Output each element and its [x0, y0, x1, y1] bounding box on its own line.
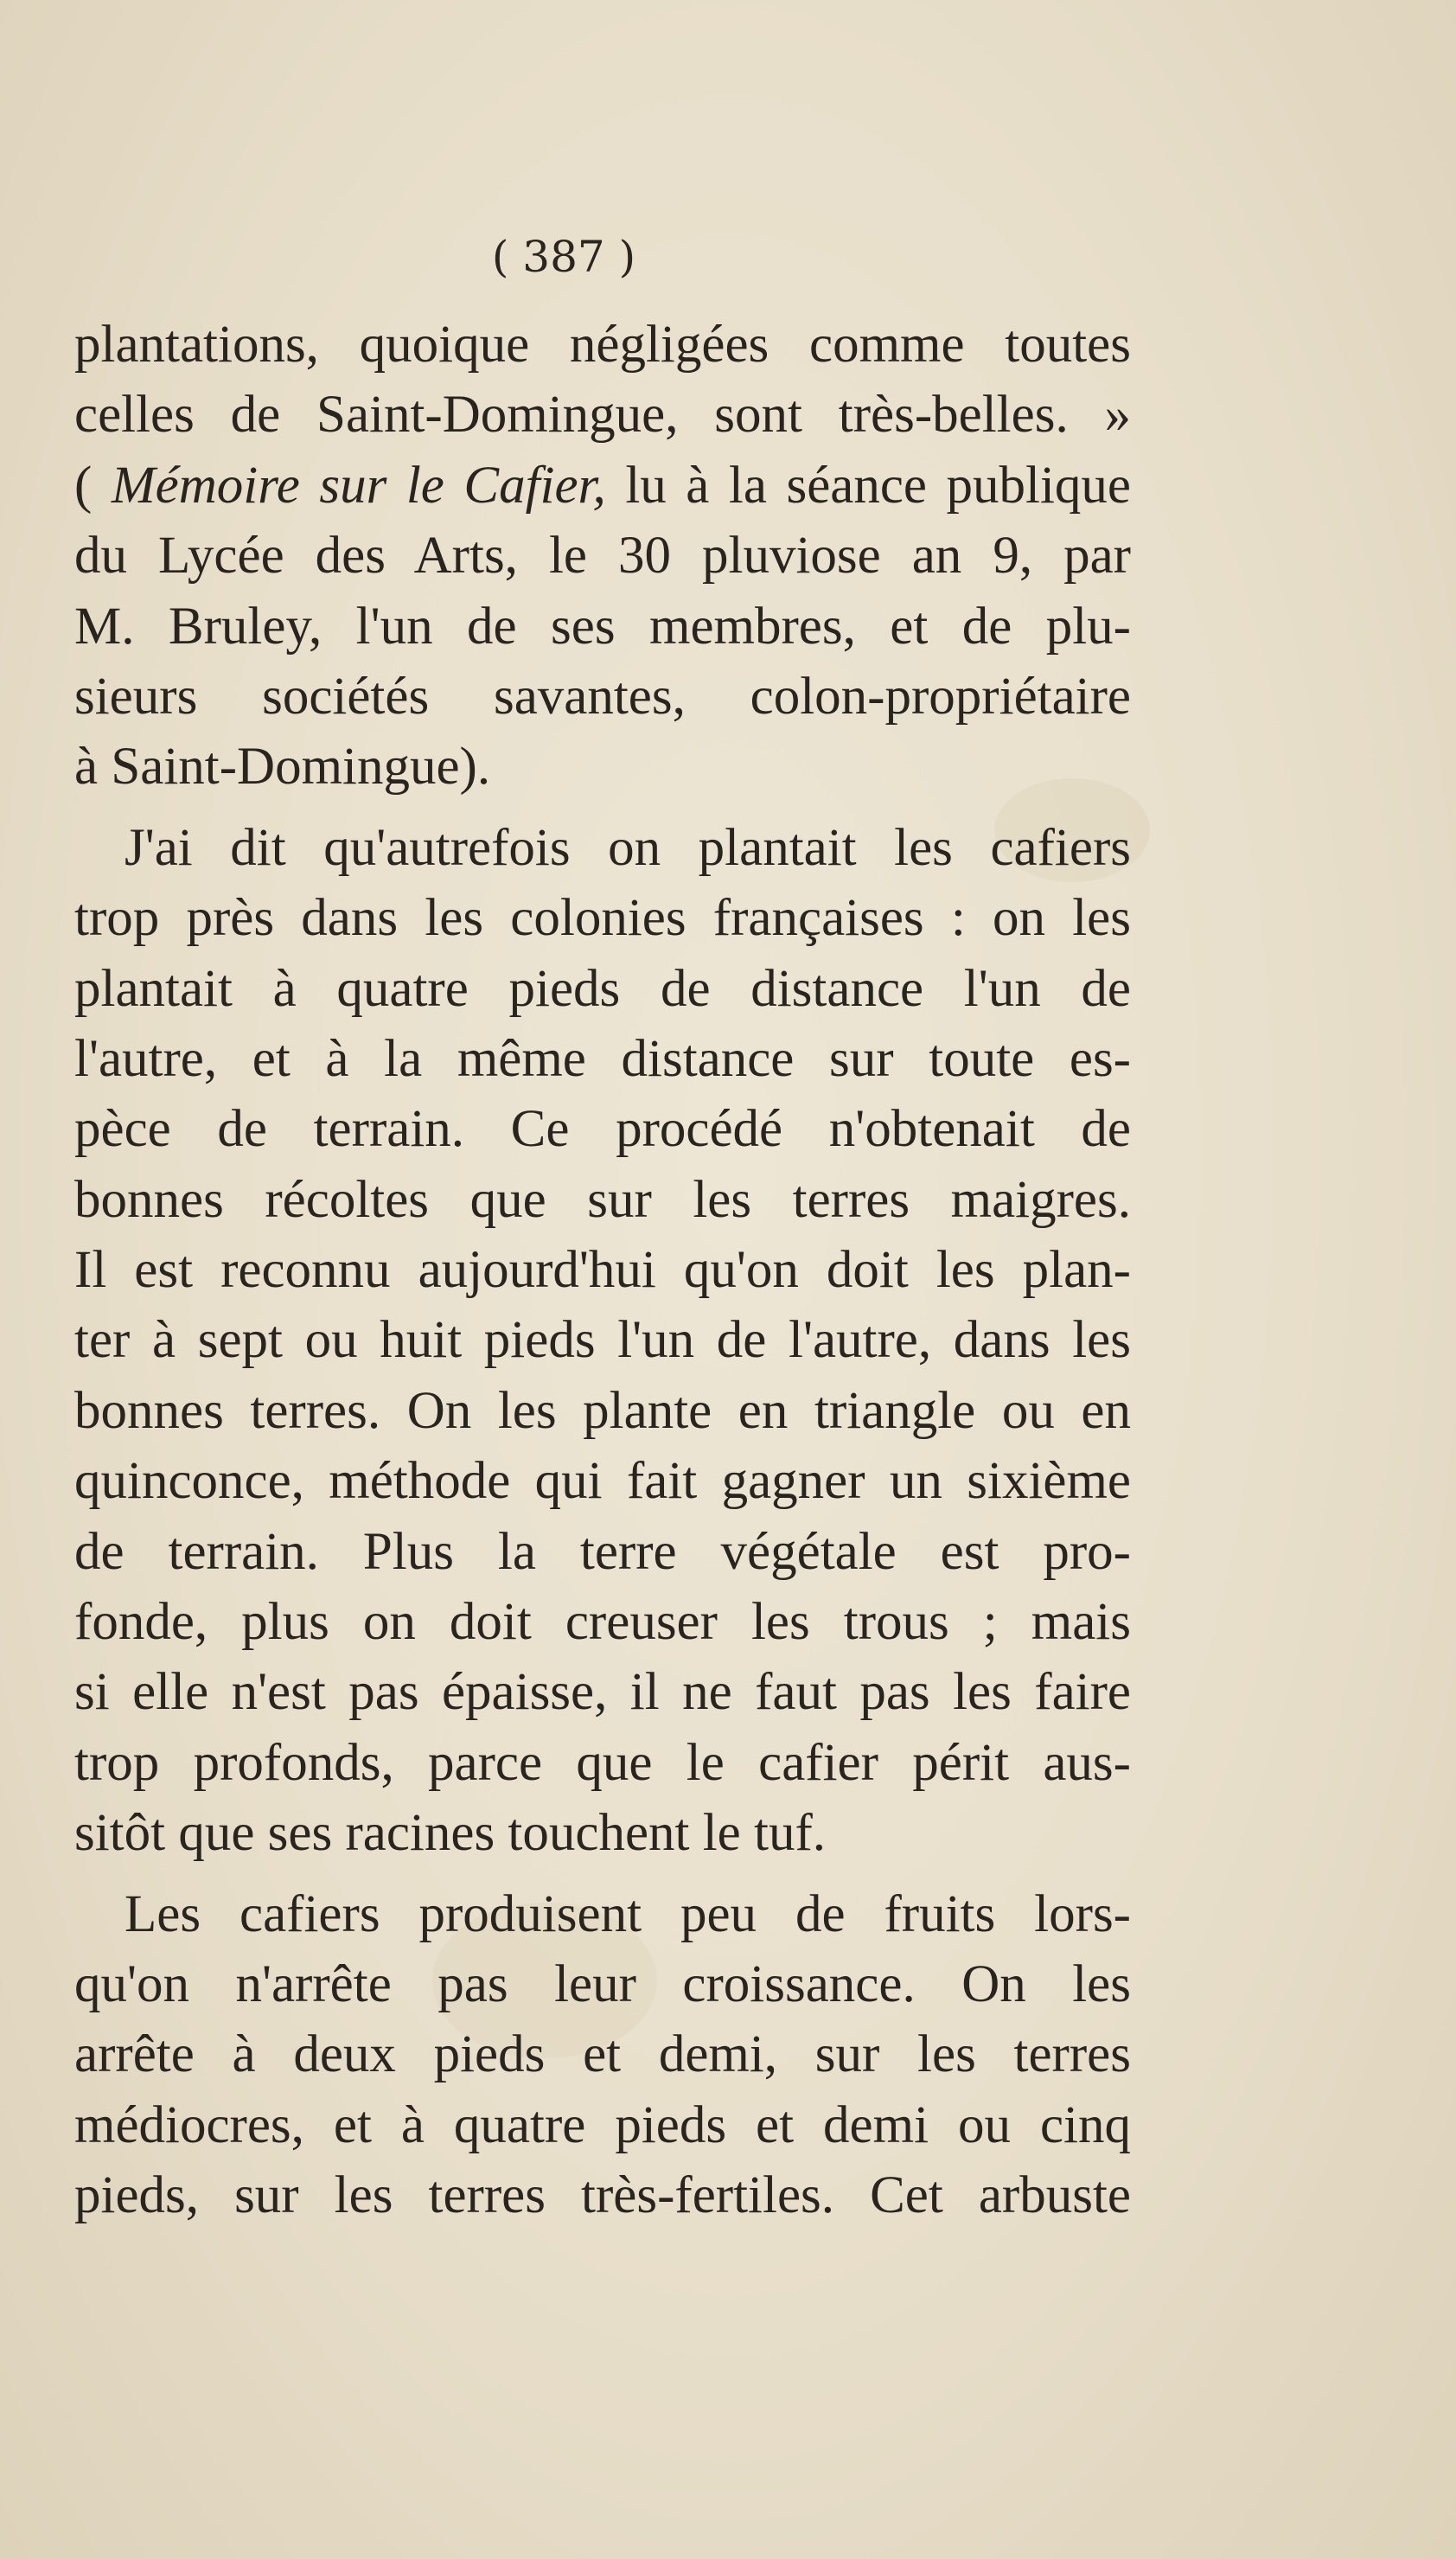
text-line: plantait à quatre pieds de distance l'un de — [74, 959, 1131, 1018]
text-line: M. Bruley, l'un de ses membres, et de plu- — [74, 597, 1131, 656]
text-line: bonnes récoltes que sur les terres maigres. — [74, 1170, 1131, 1229]
body-text — [74, 310, 1131, 2231]
text-line: qu'on n'arrête pas leur croissance. On les — [74, 1954, 1131, 2013]
text-line: à Saint-Domingue). — [74, 738, 491, 796]
text-line: pieds, sur les terres très-fertiles. Cet arbuste — [74, 2166, 1131, 2225]
text-line: trop profonds, parce que le cafier périt aus- — [74, 1733, 1131, 1792]
text-line: médiocres, et à quatre pieds et demi ou cinq — [74, 2095, 1131, 2154]
text-line: bonnes terres. On les plante en triangle ou en — [74, 1381, 1131, 1440]
text-line: si elle n'est pas épaisse, il ne faut pas les faire — [74, 1663, 1131, 1722]
text-line: ter à sept ou huit pieds l'un de l'autre, dans les — [74, 1311, 1131, 1370]
text-line: J'ai dit qu'autrefois on plantait les cafiers — [125, 818, 1131, 877]
text-line — [74, 451, 1131, 521]
page-number: ( 387 ) — [491, 232, 636, 282]
cited-title: Mémoire sur le Cafier, — [111, 456, 606, 515]
text-line: de terrain. Plus la terre végétale est pro- — [74, 1522, 1131, 1581]
text-line: celles de Saint-Domingue, sont très-belles. » — [74, 386, 1131, 445]
text-line: Il est reconnu aujourd'hui qu'on doit les plan- — [74, 1241, 1131, 1300]
text-line: arrête à deux pieds et demi, sur les terres — [74, 2025, 1131, 2084]
text-line: Les cafiers produisent peu de fruits lors- — [125, 1884, 1131, 1943]
text-line: fonde, plus on doit creuser les trous ; mais — [74, 1593, 1131, 1652]
text-line: l'autre, et à la même distance sur toute es- — [74, 1029, 1131, 1088]
text-line: trop près dans les colonies françaises : on les — [74, 889, 1131, 948]
text-line: plantations, quoique négligées comme toutes — [74, 316, 1131, 374]
text-line: quinconce, méthode qui fait gagner un sixième — [74, 1452, 1131, 1511]
text-line: pèce de terrain. Ce procédé n'obtenait de — [74, 1100, 1131, 1159]
text-line: sitôt que ses racines touchent le tuf. — [74, 1804, 827, 1863]
text-line: sieurs sociétés savantes, colon-propriétaire — [74, 667, 1131, 726]
text-line: du Lycée des Arts, le 30 pluviose an 9, par — [74, 527, 1131, 585]
open-parenthesis: ( — [74, 456, 112, 515]
text-segment: lu à la séance publique — [605, 456, 1131, 515]
